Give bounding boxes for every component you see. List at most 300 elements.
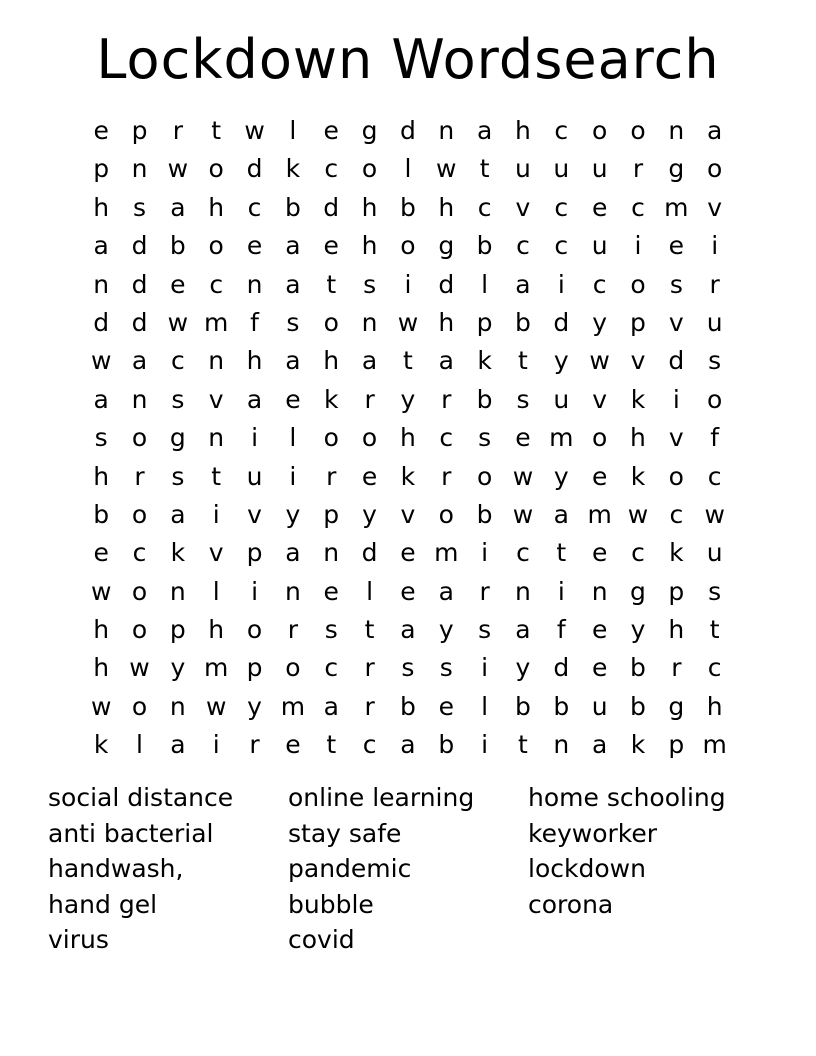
grid-letter: w	[704, 499, 725, 529]
grid-letter: u	[246, 461, 263, 491]
grid-letter: u	[591, 231, 608, 261]
grid-letter: t	[211, 461, 222, 491]
grid-letter: t	[518, 730, 528, 760]
grid-letter: i	[672, 384, 680, 414]
grid-letter: r	[671, 653, 682, 683]
grid-letter: h	[208, 615, 225, 645]
grid-letter: d	[438, 269, 455, 299]
grid-letter: i	[481, 653, 489, 683]
grid-letter: h	[361, 231, 378, 261]
grid-letter: w	[167, 307, 189, 337]
grid-letter: k	[477, 346, 492, 376]
grid-letter: e	[591, 192, 608, 222]
grid-letter: p	[323, 499, 340, 529]
grid-letter: v	[247, 499, 262, 529]
grid-letter: a	[170, 499, 186, 529]
grid-letter: o	[131, 691, 148, 721]
grid-letter: e	[515, 423, 531, 453]
grid-letter: s	[363, 269, 377, 299]
grid-letter: l	[289, 116, 297, 145]
grid-letter: n	[131, 154, 148, 184]
grid-letter: h	[438, 307, 455, 337]
grid-letter: i	[557, 576, 565, 606]
grid-letter: u	[706, 307, 723, 337]
grid-letter: o	[323, 307, 339, 337]
grid-letter: h	[93, 461, 110, 491]
grid-letter: c	[554, 116, 569, 145]
grid-letter: c	[324, 154, 339, 184]
grid-letter: b	[476, 384, 493, 414]
grid-letter: h	[630, 423, 646, 453]
grid-letter: o	[591, 423, 608, 453]
word-list-item: keyworker	[528, 818, 658, 848]
grid-letter: f	[710, 423, 720, 453]
grid-letter: d	[131, 231, 148, 261]
grid-letter: h	[515, 116, 531, 145]
grid-letter: a	[591, 730, 608, 760]
grid-letter: s	[708, 346, 722, 376]
grid-letter: r	[364, 653, 375, 683]
grid-letter: p	[246, 653, 263, 683]
grid-letter: n	[208, 346, 225, 376]
grid-letter: k	[630, 730, 646, 760]
grid-letter: l	[212, 576, 220, 606]
grid-letter: o	[476, 461, 493, 491]
grid-letter: s	[171, 384, 185, 414]
grid-letter: y	[630, 615, 646, 645]
grid-letter: e	[93, 116, 109, 145]
grid-letter: t	[518, 346, 528, 376]
grid-letter: l	[136, 730, 143, 760]
grid-letter: i	[481, 538, 489, 568]
grid-letter: b	[438, 730, 455, 760]
grid-letter: r	[441, 461, 452, 491]
grid-letter: s	[286, 307, 300, 337]
grid-letter: o	[131, 423, 148, 453]
grid-letter: c	[170, 346, 185, 376]
grid-letter: b	[169, 231, 186, 261]
grid-letter: o	[630, 116, 646, 145]
grid-letter: k	[170, 538, 186, 568]
grid-letter: a	[476, 116, 493, 145]
grid-letter: v	[630, 346, 646, 376]
grid-letter: c	[324, 653, 339, 683]
grid-letter: b	[93, 499, 110, 529]
grid-letter: y	[515, 653, 531, 683]
grid-letter: m	[204, 653, 229, 683]
grid-letter: b	[476, 231, 493, 261]
grid-letter: c	[477, 192, 492, 222]
grid-letter: l	[289, 423, 297, 453]
grid-letter: c	[631, 538, 645, 568]
grid-letter: r	[364, 691, 375, 721]
grid-letter: c	[554, 192, 569, 222]
grid-letter: m	[434, 538, 459, 568]
grid-letter: k	[630, 461, 646, 491]
grid-letter: y	[247, 691, 262, 721]
grid-letter: a	[361, 346, 378, 376]
grid-letter: d	[399, 116, 416, 145]
grid-letter: e	[591, 461, 608, 491]
grid-letter: y	[553, 461, 569, 491]
grid-letter: b	[399, 691, 416, 721]
grid-letter: c	[209, 269, 224, 299]
grid-letter: e	[323, 231, 339, 261]
grid-letter: l	[481, 269, 489, 299]
grid-letter: m	[280, 691, 306, 721]
grid-letter: e	[323, 576, 339, 606]
grid-letter: n	[591, 576, 608, 606]
grid-letter: s	[133, 192, 147, 222]
grid-letter: y	[285, 499, 301, 529]
grid-letter: m	[702, 730, 727, 760]
grid-letter: p	[476, 307, 493, 337]
grid-letter: w	[129, 653, 150, 683]
grid-letter: f	[250, 307, 259, 337]
grid-letter: e	[93, 538, 109, 568]
grid-letter: v	[707, 192, 723, 222]
word-list-item: hand gel	[48, 889, 158, 919]
word-list-item: stay safe	[288, 818, 402, 848]
grid-letter: i	[634, 231, 642, 261]
grid-letter: i	[251, 576, 259, 606]
grid-letter: p	[630, 307, 646, 337]
grid-letter: o	[285, 653, 301, 683]
grid-letter: h	[399, 423, 416, 453]
word-list-item: bubble	[288, 889, 374, 919]
grid-letter: v	[515, 192, 531, 222]
grid-letter: t	[364, 615, 375, 645]
grid-letter: h	[668, 615, 685, 645]
grid-letter: v	[208, 384, 224, 414]
grid-letter: o	[361, 423, 378, 453]
grid-letter: e	[285, 730, 301, 760]
grid-letter: u	[553, 384, 570, 414]
grid-letter: m	[204, 307, 229, 337]
grid-letter: o	[131, 615, 148, 645]
grid-letter: t	[326, 730, 337, 760]
grid-letter: h	[361, 192, 378, 222]
grid-letter: a	[285, 231, 301, 261]
grid-letter: m	[549, 423, 574, 453]
grid-letter: c	[247, 192, 262, 222]
grid-letter: g	[630, 576, 646, 606]
grid-letter: e	[170, 269, 186, 299]
grid-letter: o	[400, 231, 416, 261]
grid-letter: o	[707, 154, 723, 184]
grid-letter: i	[404, 269, 412, 299]
grid-letter: b	[553, 691, 570, 721]
grid-letter: k	[323, 384, 339, 414]
grid-letter: a	[400, 615, 416, 645]
grid-letter: t	[403, 346, 413, 376]
grid-letter: r	[364, 384, 375, 414]
grid-letter: i	[711, 231, 719, 261]
grid-letter: y	[438, 615, 454, 645]
grid-letter: a	[515, 615, 531, 645]
grid-letter: g	[438, 231, 455, 261]
grid-letter: t	[211, 116, 222, 145]
grid-letter: s	[516, 384, 530, 414]
grid-letter: o	[438, 499, 454, 529]
grid-letter: h	[208, 192, 225, 222]
grid-letter: o	[707, 384, 723, 414]
grid-letter: y	[553, 346, 569, 376]
grid-letter: k	[400, 461, 416, 491]
grid-letter: a	[438, 576, 454, 606]
grid-letter: w	[90, 691, 112, 721]
grid-letter: b	[630, 691, 646, 721]
grid-letter: p	[93, 154, 110, 184]
grid-letter: w	[589, 346, 610, 376]
grid-letter: i	[289, 461, 297, 491]
grid-letter: a	[93, 231, 109, 261]
grid-letter: y	[592, 307, 608, 337]
grid-letter: g	[668, 691, 685, 721]
grid-letter: w	[205, 691, 227, 721]
grid-letter: w	[512, 461, 534, 491]
grid-letter: e	[285, 384, 301, 414]
grid-letter: u	[515, 154, 531, 184]
grid-letter: i	[251, 423, 259, 453]
grid-letter: d	[246, 154, 263, 184]
grid-letter: e	[400, 576, 416, 606]
grid-letter: l	[481, 691, 489, 721]
grid-letter: s	[324, 615, 338, 645]
grid-letter: v	[592, 384, 608, 414]
grid-letter: u	[553, 154, 570, 184]
grid-letter: u	[591, 154, 608, 184]
grid-letter: e	[591, 538, 608, 568]
grid-letter: h	[93, 615, 110, 645]
grid-letter: i	[212, 730, 220, 760]
grid-letter: c	[516, 538, 530, 568]
grid-letter: h	[323, 346, 340, 376]
grid-letter: o	[131, 499, 148, 529]
grid-letter: r	[134, 461, 145, 491]
grid-letter: k	[285, 154, 301, 184]
grid-letter: i	[481, 730, 489, 760]
grid-letter: e	[438, 691, 454, 721]
grid-letter: t	[326, 269, 337, 299]
grid-letter: n	[553, 730, 570, 760]
grid-letter: n	[208, 423, 225, 453]
letter-grid	[82, 112, 734, 765]
grid-letter: e	[591, 615, 608, 645]
grid-letter: n	[515, 576, 531, 606]
word-list-column-3	[528, 780, 768, 958]
grid-letter: s	[439, 653, 453, 683]
grid-letter: r	[632, 154, 644, 184]
grid-letter: i	[557, 269, 565, 299]
grid-letter: s	[708, 576, 722, 606]
grid-letter: d	[131, 269, 148, 299]
word-list-item: social distance	[48, 783, 234, 812]
grid-letter: s	[401, 653, 415, 683]
grid-letter: o	[668, 461, 684, 491]
word-list-item: covid	[288, 925, 355, 954]
grid-letter: w	[244, 116, 265, 145]
grid-letter: c	[707, 461, 722, 491]
grid-letter: a	[553, 499, 569, 529]
grid-letter: c	[439, 423, 454, 453]
grid-letter: s	[171, 461, 185, 491]
word-list-item: virus	[48, 925, 109, 954]
page-title: Lockdown Wordsearch	[96, 28, 720, 91]
grid-letter: k	[93, 730, 109, 760]
grid-letter: r	[249, 730, 260, 760]
grid-letter: e	[400, 538, 416, 568]
grid-letter: y	[170, 653, 186, 683]
grid-letter: s	[478, 615, 492, 645]
grid-letter: g	[668, 154, 685, 184]
grid-letter: w	[167, 154, 189, 184]
grid-letter: f	[556, 615, 566, 645]
word-list-item: corona	[528, 889, 614, 919]
grid-letter: o	[131, 576, 148, 606]
word-list-item: online learning	[288, 783, 475, 812]
grid-letter: c	[362, 730, 377, 760]
grid-letter: w	[397, 307, 419, 337]
grid-letter: r	[326, 461, 337, 491]
grid-letter: a	[93, 384, 109, 414]
grid-letter: a	[285, 269, 301, 299]
grid-letter: t	[479, 154, 490, 184]
grid-letter: w	[512, 499, 534, 529]
grid-letter: h	[438, 192, 455, 222]
grid-letter: l	[404, 154, 412, 184]
grid-letter: o	[630, 269, 646, 299]
grid-letter: w	[436, 154, 457, 184]
grid-letter: p	[668, 730, 685, 760]
grid-letter: i	[212, 499, 220, 529]
grid-letter: h	[93, 192, 110, 222]
grid-letter: g	[361, 116, 378, 145]
grid-letter: o	[246, 615, 263, 645]
grid-letter: w	[90, 576, 112, 606]
grid-letter: v	[668, 307, 684, 337]
word-list-item: anti bacterial	[48, 818, 214, 848]
grid-letter: p	[668, 576, 685, 606]
grid-letter: p	[246, 538, 263, 568]
grid-letter: n	[131, 384, 148, 414]
grid-letter: c	[669, 499, 684, 529]
grid-letter: t	[709, 615, 720, 645]
grid-letter: c	[516, 231, 530, 261]
grid-letter: y	[400, 384, 416, 414]
grid-letter: r	[709, 269, 720, 299]
grid-letter: b	[515, 307, 531, 337]
grid-letter: a	[285, 538, 301, 568]
grid-letter: n	[93, 269, 110, 299]
grid-letter: v	[668, 423, 684, 453]
grid-letter: n	[169, 691, 186, 721]
grid-letter: m	[664, 192, 689, 222]
grid-letter: c	[132, 538, 147, 568]
grid-letter: n	[361, 307, 378, 337]
grid-letter: e	[246, 231, 263, 261]
grid-letter: c	[592, 269, 607, 299]
grid-letter: b	[630, 653, 646, 683]
grid-letter: a	[323, 691, 339, 721]
grid-letter: u	[706, 538, 723, 568]
grid-letter: v	[208, 538, 224, 568]
grid-letter: s	[478, 423, 492, 453]
grid-letter: d	[361, 538, 378, 568]
grid-letter: a	[170, 730, 186, 760]
grid-letter: r	[479, 576, 490, 606]
word-list-item: handwash,	[48, 854, 184, 883]
grid-letter: d	[93, 307, 110, 337]
grid-letter: y	[362, 499, 377, 529]
grid-letter: a	[131, 346, 148, 376]
grid-letter: a	[246, 384, 263, 414]
grid-letter: w	[90, 346, 112, 376]
grid-letter: o	[208, 231, 224, 261]
word-list-item: pandemic	[288, 854, 412, 883]
grid-letter: d	[668, 346, 685, 376]
grid-letter: d	[553, 307, 570, 337]
grid-letter: b	[476, 499, 493, 529]
grid-letter: s	[669, 269, 683, 299]
grid-letter: n	[169, 576, 186, 606]
grid-letter: m	[587, 499, 612, 529]
grid-letter: n	[438, 116, 455, 145]
grid-letter: a	[707, 116, 723, 145]
grid-letter: r	[287, 615, 299, 645]
grid-letter: e	[361, 461, 378, 491]
grid-letter: p	[131, 116, 148, 145]
grid-letter: n	[323, 538, 340, 568]
grid-letter: a	[515, 269, 531, 299]
grid-letter: l	[366, 576, 374, 606]
grid-letter: d	[323, 192, 340, 222]
grid-letter: n	[668, 116, 685, 145]
grid-letter: o	[361, 154, 378, 184]
grid-letter: u	[591, 691, 608, 721]
grid-letter: a	[285, 346, 301, 376]
grid-letter: e	[668, 231, 685, 261]
grid-letter: a	[400, 730, 416, 760]
grid-letter: n	[246, 269, 263, 299]
grid-letter: o	[591, 116, 608, 145]
grid-letter: w	[627, 499, 649, 529]
word-list-column-1	[48, 780, 288, 958]
word-list-item: home schooling	[528, 783, 726, 812]
grid-letter: e	[591, 653, 608, 683]
grid-letter: b	[399, 192, 416, 222]
grid-letter: t	[556, 538, 567, 568]
word-list-column-2	[288, 780, 528, 958]
grid-letter: c	[631, 192, 645, 222]
grid-letter: k	[630, 384, 646, 414]
grid-letter: h	[246, 346, 263, 376]
grid-letter: r	[172, 116, 183, 145]
word-list	[48, 780, 768, 958]
grid-letter: o	[208, 154, 224, 184]
grid-letter: n	[284, 576, 301, 606]
grid-letter: v	[400, 499, 416, 529]
grid-letter: b	[515, 691, 531, 721]
grid-letter: h	[93, 653, 110, 683]
grid-letter: d	[553, 653, 570, 683]
grid-letter: p	[169, 615, 186, 645]
grid-letter: k	[669, 538, 684, 568]
word-list-item: lockdown	[528, 854, 646, 883]
grid-letter: g	[169, 423, 186, 453]
grid-letter: d	[131, 307, 148, 337]
grid-letter: o	[323, 423, 339, 453]
